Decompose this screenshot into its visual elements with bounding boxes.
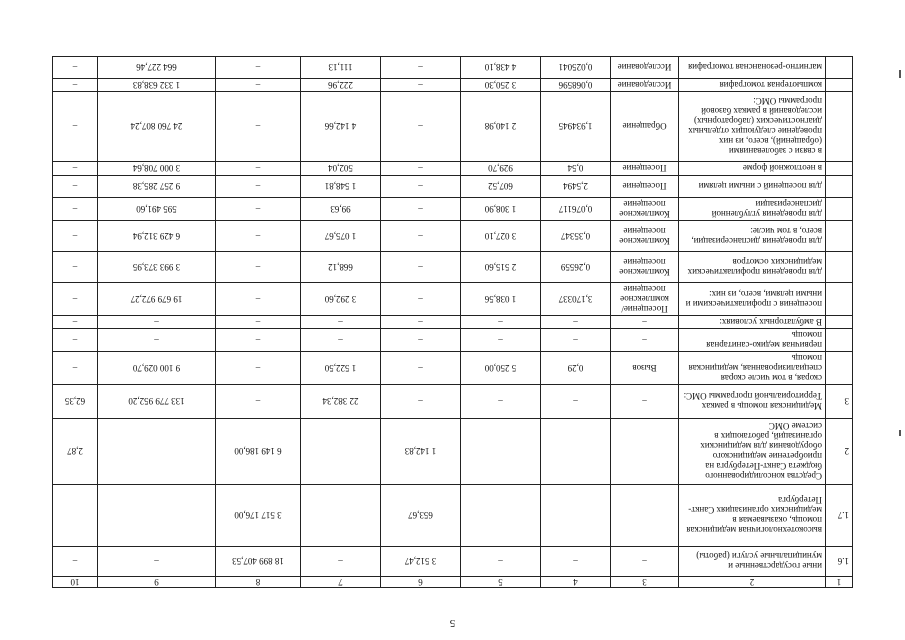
table-row <box>53 352 853 385</box>
table-cell: – <box>53 283 98 316</box>
table-row <box>53 176 853 198</box>
table-cell <box>826 79 853 92</box>
table-cell: 22 382,34 <box>301 385 381 419</box>
column-header: 1 <box>826 577 853 588</box>
table-cell: 3 027,10 <box>461 221 541 252</box>
column-header: 9 <box>98 577 216 588</box>
table-cell <box>541 419 611 485</box>
table-cell: Средства консолидированного бюджета Санкт-Петербурга на приобретение медицинского оборудования для медицинских организаций, работающих в системе ОМС <box>679 419 826 485</box>
table-cell <box>611 419 679 485</box>
table-cell: компьютерная томография <box>679 79 826 92</box>
table-cell: – <box>216 92 301 162</box>
table-row <box>53 316 853 329</box>
table-cell: – <box>98 316 216 329</box>
column-header: 2 <box>679 577 826 588</box>
table-cell: – <box>611 385 679 419</box>
table-cell: первичная медико-санитарная помощь <box>679 329 826 352</box>
table-cell: – <box>611 329 679 352</box>
table-cell: – <box>216 352 301 385</box>
table-cell: – <box>381 316 461 329</box>
table-cell: 929,70 <box>461 162 541 176</box>
table-cell: Медицинская помощь в рамках Территориальной программы ОМС: <box>679 385 826 419</box>
table-cell: 1,934945 <box>541 92 611 162</box>
table-cell: – <box>98 329 216 352</box>
table-cell: 502,04 <box>301 162 381 176</box>
data-table <box>52 56 853 588</box>
table-cell: Посещение <box>611 162 679 176</box>
table-cell: 668,12 <box>301 252 381 283</box>
table-cell: – <box>541 547 611 577</box>
table-cell: в неотложной форме <box>679 162 826 176</box>
table-cell: 1 308,90 <box>461 198 541 221</box>
table-cell: – <box>216 221 301 252</box>
table-cell: – <box>53 316 98 329</box>
column-header: 8 <box>216 577 301 588</box>
table-cell: 2 515,60 <box>461 252 541 283</box>
table-row <box>53 162 853 176</box>
table-row <box>53 252 853 283</box>
table-cell: 1 548,81 <box>301 176 381 198</box>
table-cell: 0,025041 <box>541 57 611 79</box>
table-cell: 111,13 <box>301 57 381 79</box>
table-cell: – <box>53 198 98 221</box>
table-cell: – <box>541 329 611 352</box>
table-row <box>53 329 853 352</box>
column-header: 6 <box>381 577 461 588</box>
table-cell: – <box>461 385 541 419</box>
table-row <box>53 57 853 79</box>
table-cell: 6 429 312,94 <box>98 221 216 252</box>
table-cell: 595 491,60 <box>98 198 216 221</box>
table-cell: 0,068596 <box>541 79 611 92</box>
table-cell: для посещений с иными целями <box>679 176 826 198</box>
table-row <box>53 485 853 547</box>
table-cell <box>826 198 853 221</box>
table-cell: для проведения диспансеризации, всего, в том числе: <box>679 221 826 252</box>
table-cell: 18 899 407,53 <box>216 547 301 577</box>
table-cell: – <box>53 329 98 352</box>
table-cell: 3 517 176,00 <box>216 485 301 547</box>
table-cell: – <box>301 547 381 577</box>
table-cell: – <box>216 79 301 92</box>
table-cell: – <box>216 316 301 329</box>
table-cell: 133 779 952,20 <box>98 385 216 419</box>
table-cell: – <box>381 329 461 352</box>
table-cell: 653,67 <box>381 485 461 547</box>
table-cell: – <box>541 385 611 419</box>
table-cell: 6 149 186,00 <box>216 419 301 485</box>
table-cell: В амбулаторных условиях: <box>679 316 826 329</box>
table-cell: – <box>216 252 301 283</box>
table-cell: 0,54 <box>541 162 611 176</box>
table-cell: иные государственные и муниципальные услуги (работы) <box>679 547 826 577</box>
table-cell: – <box>461 316 541 329</box>
table-cell: – <box>381 162 461 176</box>
table-cell <box>826 92 853 162</box>
table-cell: Исследование <box>611 79 679 92</box>
table-cell: 0,26559 <box>541 252 611 283</box>
table-cell <box>98 485 216 547</box>
column-header: 3 <box>611 577 679 588</box>
table-cell: – <box>461 329 541 352</box>
table-cell: 2,87 <box>53 419 98 485</box>
table-cell: 9 100 029,70 <box>98 352 216 385</box>
table-cell: для проведения профилактических медицинских осмотров <box>679 252 826 283</box>
table-cell: 3,170337 <box>541 283 611 316</box>
table-row <box>53 385 853 419</box>
table-cell: 1 038,56 <box>461 283 541 316</box>
table-cell: 62,35 <box>53 385 98 419</box>
table-cell <box>461 419 541 485</box>
column-header: 4 <box>541 577 611 588</box>
table-row <box>53 283 853 316</box>
table-cell: 24 760 807,24 <box>98 92 216 162</box>
table-cell: скорая, в том числе скорая специализированная, медицинская помощь <box>679 352 826 385</box>
table-cell: – <box>216 385 301 419</box>
table-cell: 3 <box>826 385 853 419</box>
table-cell: 1 522,50 <box>301 352 381 385</box>
table-cell: – <box>53 162 98 176</box>
table-cell: – <box>541 316 611 329</box>
table-cell: – <box>381 252 461 283</box>
table-cell <box>826 162 853 176</box>
table-cell <box>826 283 853 316</box>
table-cell: – <box>216 162 301 176</box>
table-cell: – <box>53 252 98 283</box>
table-cell <box>611 485 679 547</box>
table-cell: Комплексное посещение <box>611 252 679 283</box>
table-cell: 3 000 708,64 <box>98 162 216 176</box>
table-cell: – <box>611 547 679 577</box>
table-cell: – <box>381 352 461 385</box>
table-cell: – <box>381 221 461 252</box>
table-cell: 1 075,67 <box>301 221 381 252</box>
table-cell: 9 257 285,38 <box>98 176 216 198</box>
table-cell: 2,5494 <box>541 176 611 198</box>
table-cell: 1.6 <box>826 547 853 577</box>
table-cell: – <box>611 316 679 329</box>
table-cell: 1 142,83 <box>381 419 461 485</box>
table-cell: 0,076117 <box>541 198 611 221</box>
table-cell <box>461 485 541 547</box>
table-cell: – <box>53 352 98 385</box>
header-row <box>53 577 853 588</box>
table-cell: 2 140,98 <box>461 92 541 162</box>
table-cell: 1 332 638,83 <box>98 79 216 92</box>
table-cell: в связи с заболеваниями (обращений), всего, из них проведение следующих отдельных диагностических (лабораторных) исследований в рамках базовой программы ОМС: <box>679 92 826 162</box>
table-cell: высокотехнологичная медицинская помощь, оказываемая в медицинских организациях Санкт-Петербурга <box>679 485 826 547</box>
table-cell: – <box>381 198 461 221</box>
table-row <box>53 419 853 485</box>
table-cell: 5 250,00 <box>461 352 541 385</box>
table-row <box>53 198 853 221</box>
table-cell: 607,52 <box>461 176 541 198</box>
table-cell: Комплексное посещение <box>611 221 679 252</box>
table-cell: 1.7 <box>826 485 853 547</box>
table-cell <box>826 221 853 252</box>
table-cell: – <box>381 79 461 92</box>
table-cell: для проведения углубленной диспансеризации <box>679 198 826 221</box>
table-row <box>53 221 853 252</box>
table-cell <box>826 316 853 329</box>
scan-artifact <box>899 70 901 78</box>
table-cell <box>301 419 381 485</box>
table-cell: 99,63 <box>301 198 381 221</box>
table-cell: Комплексное посещение <box>611 198 679 221</box>
column-header: 5 <box>461 577 541 588</box>
table-cell <box>826 252 853 283</box>
table-cell <box>826 329 853 352</box>
table-cell: – <box>216 57 301 79</box>
table-cell: – <box>98 547 216 577</box>
table-cell: 3 993 373,95 <box>98 252 216 283</box>
table-cell: Посещение/ комплексное посещение <box>611 283 679 316</box>
table-cell: 222,96 <box>301 79 381 92</box>
table-cell: 3 292,60 <box>301 283 381 316</box>
table-cell: 19 679 972,27 <box>98 283 216 316</box>
table-cell: – <box>301 316 381 329</box>
table-cell <box>826 57 853 79</box>
table-cell: – <box>301 329 381 352</box>
table-cell: магнитно-резонансная томография <box>679 57 826 79</box>
table-cell: – <box>53 176 98 198</box>
table-cell: Исследование <box>611 57 679 79</box>
table-row <box>53 79 853 92</box>
table-row <box>53 547 853 577</box>
table-cell: 0,29 <box>541 352 611 385</box>
table-cell <box>53 485 98 547</box>
table-cell: – <box>381 57 461 79</box>
table-cell: – <box>461 547 541 577</box>
table-cell: – <box>216 283 301 316</box>
table-cell: 3 250,30 <box>461 79 541 92</box>
table-cell: – <box>53 221 98 252</box>
table-cell <box>98 419 216 485</box>
table-cell: – <box>53 57 98 79</box>
table-cell: – <box>216 198 301 221</box>
table-cell: 0,35347 <box>541 221 611 252</box>
table-cell: 3 512,47 <box>381 547 461 577</box>
table-cell: – <box>216 329 301 352</box>
page-number: 5 <box>449 617 456 629</box>
column-header: 10 <box>53 577 98 588</box>
table-cell: – <box>381 92 461 162</box>
table-cell: 4 438,10 <box>461 57 541 79</box>
table-cell: 4 142,66 <box>301 92 381 162</box>
scan-artifact <box>899 430 901 436</box>
table-cell: Посещение <box>611 176 679 198</box>
table-cell <box>301 485 381 547</box>
table-cell: – <box>381 176 461 198</box>
table-cell: – <box>53 547 98 577</box>
table-cell: – <box>381 385 461 419</box>
table-cell <box>541 485 611 547</box>
table-cell <box>826 176 853 198</box>
table-cell <box>826 352 853 385</box>
table-cell: Обращение <box>611 92 679 162</box>
table-cell: – <box>53 92 98 162</box>
table-cell: – <box>53 79 98 92</box>
table-cell: 664 227,46 <box>98 57 216 79</box>
table-row <box>53 92 853 162</box>
table-cell: – <box>381 283 461 316</box>
table-cell: посещения с профилактическими и иными целями, всего, из них: <box>679 283 826 316</box>
table-cell: Вызов <box>611 352 679 385</box>
table-cell: – <box>216 176 301 198</box>
column-header: 7 <box>301 577 381 588</box>
table-cell: 2 <box>826 419 853 485</box>
